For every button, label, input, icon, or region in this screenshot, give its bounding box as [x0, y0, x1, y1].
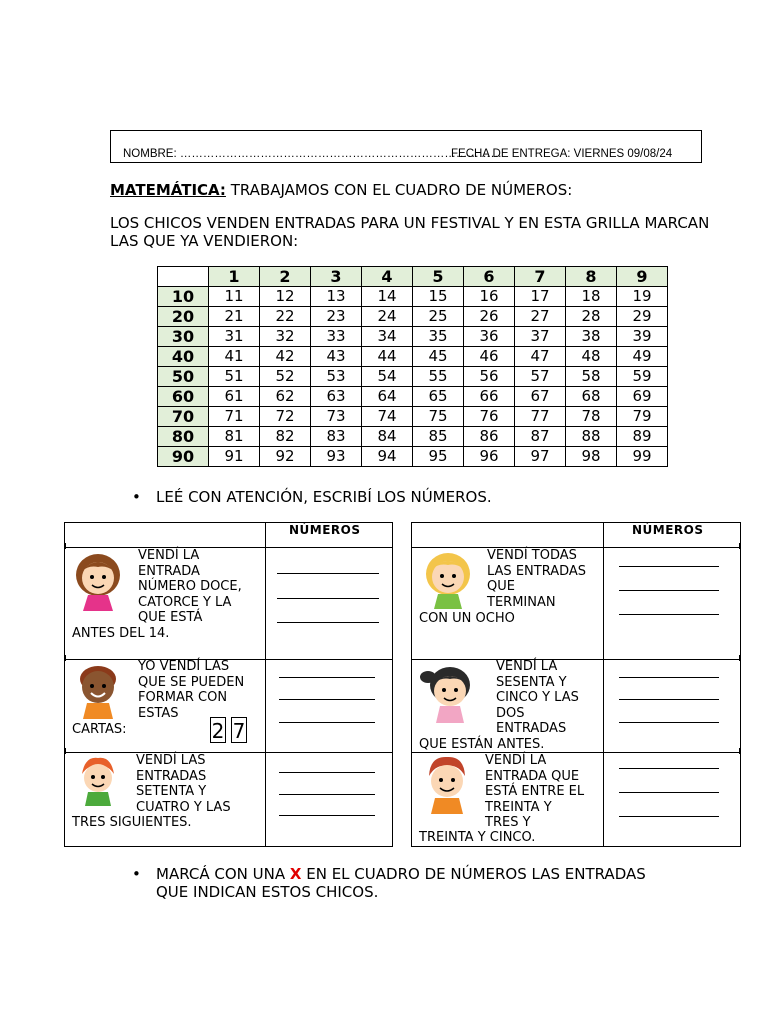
grid-cell[interactable]: 37 — [515, 327, 566, 347]
grid-row — [158, 327, 668, 347]
clue-line: ENTRADAS — [496, 721, 567, 737]
grid-cell[interactable]: 11 — [209, 287, 260, 307]
clue-tail: TREINTA Y CINCO. — [419, 830, 536, 845]
grid-cell[interactable]: 36 — [464, 327, 515, 347]
grid-row — [158, 307, 668, 327]
instruction-mark-text: MARCÁ CON UNA — [156, 865, 290, 883]
grid-cell[interactable]: 97 — [515, 447, 566, 467]
clue-line: DOS — [496, 705, 525, 721]
number-card: 2 — [211, 719, 225, 743]
clue-card-6 — [485, 753, 584, 831]
grid-cell[interactable]: 35 — [413, 327, 464, 347]
grid-cell[interactable]: 55 — [413, 367, 464, 387]
grid-cell[interactable]: 56 — [464, 367, 515, 387]
clue-line: CINCO Y LAS — [496, 690, 579, 706]
instruction-read-text: LEÉ CON ATENCIÓN, ESCRIBÍ LOS NÚMEROS. — [156, 488, 492, 506]
answer-line[interactable] — [279, 772, 375, 773]
grid-cell[interactable]: 98 — [566, 447, 617, 467]
grid-col-header: 6 — [464, 267, 515, 287]
grid-cell[interactable]: 13 — [311, 287, 362, 307]
grid-cell[interactable]: 94 — [362, 447, 413, 467]
clue-line: ENTRADAS — [136, 768, 207, 784]
grid-cell[interactable]: 34 — [362, 327, 413, 347]
subject-line — [110, 181, 572, 199]
grid-cell[interactable]: 15 — [413, 287, 464, 307]
left-exercise-panel — [64, 522, 393, 847]
grid-cell[interactable]: 49 — [617, 347, 668, 367]
grid-row-header: 90 — [158, 447, 209, 467]
grid-row — [158, 447, 668, 467]
grid-cell[interactable]: 65 — [413, 387, 464, 407]
grid-cell[interactable]: 93 — [311, 447, 362, 467]
grid-cell[interactable]: 92 — [260, 447, 311, 467]
grid-cell[interactable]: 54 — [362, 367, 413, 387]
clue-line: ENTRADA QUE — [485, 768, 580, 784]
bullet-dot: • — [132, 865, 141, 883]
grid-cell[interactable]: 58 — [566, 367, 617, 387]
subject-description: TRABAJAMOS CON EL CUADRO DE NÚMEROS: — [225, 181, 573, 199]
number-grid — [157, 266, 668, 467]
grid-cell[interactable]: 31 — [209, 327, 260, 347]
grid-cell[interactable]: 72 — [260, 407, 311, 427]
grid-row — [158, 407, 668, 427]
clue-line: TERMINAN — [487, 594, 556, 610]
clue-line: CUATRO Y LAS — [136, 799, 231, 815]
instruction-read — [132, 488, 492, 506]
girl-blonde-hair-icon — [420, 549, 476, 611]
answer-line[interactable] — [277, 598, 379, 599]
grid-cell[interactable]: 76 — [464, 407, 515, 427]
grid-row — [158, 387, 668, 407]
clue-line: QUE — [487, 579, 515, 595]
clue-tail: TRES SIGUIENTES. — [72, 815, 192, 830]
grid-cell[interactable]: 74 — [362, 407, 413, 427]
answer-line[interactable] — [619, 566, 719, 567]
name-field-label[interactable]: NOMBRE: ………………………………………………………………………… — [123, 148, 502, 160]
grid-cell[interactable]: 95 — [413, 447, 464, 467]
grid-cell[interactable]: 82 — [260, 427, 311, 447]
grid-cell[interactable]: 25 — [413, 307, 464, 327]
clue-line: FORMAR CON — [138, 690, 228, 706]
clue-line: QUE SE PUEDEN — [138, 674, 245, 690]
grid-cell[interactable]: 38 — [566, 327, 617, 347]
clue-card-2 — [138, 659, 244, 721]
grid-cell[interactable]: 42 — [260, 347, 311, 367]
due-date-label: FECHA DE ENTREGA: VIERNES 09/08/24 — [451, 148, 673, 160]
grid-cell[interactable]: 88 — [566, 427, 617, 447]
intro-paragraph: LOS CHICOS VENDEN ENTRADAS PARA UN FESTIVAL Y EN ESTA GRILLA MARCAN LAS QUE YA VENDIERON: — [110, 214, 710, 250]
grid-cell[interactable]: 32 — [260, 327, 311, 347]
grid-row-header: 80 — [158, 427, 209, 447]
grid-cell[interactable]: 87 — [515, 427, 566, 447]
grid-row-header: 10 — [158, 287, 209, 307]
grid-row — [158, 367, 668, 387]
grid-cell[interactable]: 83 — [311, 427, 362, 447]
red-x-mark: X — [289, 865, 302, 883]
answer-line[interactable] — [279, 722, 375, 723]
clue-tail: CON UN OCHO — [419, 611, 515, 626]
grid-cell[interactable]: 46 — [464, 347, 515, 367]
number-card: 7 — [232, 719, 246, 743]
grid-cell[interactable]: 57 — [515, 367, 566, 387]
grid-cell[interactable]: 84 — [362, 427, 413, 447]
clue-line: VENDÍ LA — [485, 753, 547, 768]
grid-row-header: 40 — [158, 347, 209, 367]
grid-cell[interactable]: 39 — [617, 327, 668, 347]
grid-row-header: 20 — [158, 307, 209, 327]
grid-row-header: 60 — [158, 387, 209, 407]
girl-brown-hair-icon — [71, 551, 123, 613]
grid-col-header: 5 — [413, 267, 464, 287]
clue-line: VENDÍ LAS — [136, 753, 206, 768]
grid-row-header: 70 — [158, 407, 209, 427]
grid-cell[interactable]: 59 — [617, 367, 668, 387]
grid-cell[interactable]: 63 — [311, 387, 362, 407]
grid-col-header: 8 — [566, 267, 617, 287]
clue-line: NÚMERO DOCE, — [138, 579, 242, 595]
clue-line: VENDÍ TODAS — [487, 548, 577, 563]
grid-row-header: 50 — [158, 367, 209, 387]
grid-cell[interactable]: 45 — [413, 347, 464, 367]
instruction-mark — [132, 865, 716, 901]
answer-line[interactable] — [619, 590, 719, 591]
student-header-box — [110, 130, 702, 163]
grid-cell[interactable]: 43 — [311, 347, 362, 367]
answer-line[interactable] — [619, 792, 719, 793]
answer-line[interactable] — [279, 677, 375, 678]
grid-cell[interactable]: 23 — [311, 307, 362, 327]
answer-line[interactable] — [279, 794, 375, 795]
answer-line[interactable] — [277, 573, 379, 574]
clue-line: QUE ESTÁ — [138, 610, 203, 626]
clue-line: ESTÁ ENTRE EL — [485, 784, 585, 800]
clue-line: CATORCE Y LA — [138, 594, 232, 610]
grid-col-header: 9 — [617, 267, 668, 287]
grid-cell[interactable]: 86 — [464, 427, 515, 447]
numbers-column-header: NÚMEROS — [289, 523, 361, 537]
clue-line: ESTAS — [138, 705, 179, 721]
grid-cell[interactable]: 91 — [209, 447, 260, 467]
grid-cell[interactable]: 16 — [464, 287, 515, 307]
clue-line: TRES Y — [485, 815, 531, 831]
grid-cell[interactable]: 85 — [413, 427, 464, 447]
grid-row — [158, 427, 668, 447]
clue-card-1 — [138, 548, 242, 626]
answer-line[interactable] — [277, 622, 379, 623]
grid-cell[interactable]: 17 — [515, 287, 566, 307]
grid-cell[interactable]: 44 — [362, 347, 413, 367]
grid-cell[interactable]: 64 — [362, 387, 413, 407]
right-exercise-panel — [411, 522, 741, 847]
grid-corner-cell — [158, 267, 209, 287]
grid-cell[interactable]: 12 — [260, 287, 311, 307]
grid-cell[interactable]: 53 — [311, 367, 362, 387]
instruction-mark-line2: QUE INDICAN ESTOS CHICOS. — [156, 883, 379, 901]
grid-cell[interactable]: 41 — [209, 347, 260, 367]
instruction-mark-text-cont: EN EL CUADRO DE NÚMEROS LAS ENTRADAS — [301, 865, 646, 883]
clue-line: TREINTA Y — [485, 799, 552, 815]
grid-col-header: 3 — [311, 267, 362, 287]
grid-cell[interactable]: 61 — [209, 387, 260, 407]
numbers-column-header: NÚMEROS — [632, 523, 704, 537]
grid-cell[interactable]: 96 — [464, 447, 515, 467]
clue-card-5 — [496, 659, 579, 737]
grid-cell[interactable]: 66 — [464, 387, 515, 407]
grid-cell[interactable]: 67 — [515, 387, 566, 407]
grid-cell[interactable]: 73 — [311, 407, 362, 427]
grid-cell[interactable]: 68 — [566, 387, 617, 407]
grid-cell[interactable]: 62 — [260, 387, 311, 407]
grid-cell[interactable]: 79 — [617, 407, 668, 427]
grid-cell[interactable]: 47 — [515, 347, 566, 367]
grid-cell[interactable]: 77 — [515, 407, 566, 427]
boy-dark-skin-icon — [73, 661, 123, 721]
grid-cell[interactable]: 48 — [566, 347, 617, 367]
grid-col-header: 1 — [209, 267, 260, 287]
grid-cell[interactable]: 19 — [617, 287, 668, 307]
clue-card-4 — [487, 548, 586, 610]
clue-line: ENTRADA — [138, 563, 200, 579]
grid-cell[interactable]: 69 — [617, 387, 668, 407]
answer-line[interactable] — [619, 722, 719, 723]
grid-cell[interactable]: 51 — [209, 367, 260, 387]
boy-auburn-hair-icon — [420, 754, 474, 816]
grid-cell[interactable]: 22 — [260, 307, 311, 327]
grid-cell[interactable]: 81 — [209, 427, 260, 447]
clue-tail: CARTAS: — [72, 722, 127, 737]
clue-line: YO VENDÍ LAS — [138, 659, 230, 674]
answer-line[interactable] — [279, 815, 375, 816]
grid-row — [158, 287, 668, 307]
clue-line: VENDÍ LA — [496, 659, 558, 674]
grid-cell[interactable]: 29 — [617, 307, 668, 327]
grid-cell[interactable]: 14 — [362, 287, 413, 307]
boy-red-hair-icon — [73, 754, 123, 808]
grid-cell[interactable]: 78 — [566, 407, 617, 427]
grid-cell[interactable]: 99 — [617, 447, 668, 467]
grid-cell[interactable]: 33 — [311, 327, 362, 347]
subject-title: MATEMÁTICA: — [110, 181, 226, 199]
clue-card-3 — [136, 753, 231, 815]
answer-line[interactable] — [619, 699, 719, 700]
grid-col-header: 2 — [260, 267, 311, 287]
answer-line[interactable] — [619, 816, 719, 817]
grid-header-row — [158, 267, 668, 287]
grid-col-header: 4 — [362, 267, 413, 287]
clue-tail: QUE ESTÁN ANTES. — [419, 737, 545, 752]
grid-col-header: 7 — [515, 267, 566, 287]
answer-line[interactable] — [619, 677, 719, 678]
grid-cell[interactable]: 24 — [362, 307, 413, 327]
clue-line: SETENTA Y — [136, 784, 207, 800]
grid-cell[interactable]: 27 — [515, 307, 566, 327]
grid-cell[interactable]: 75 — [413, 407, 464, 427]
grid-cell[interactable]: 89 — [617, 427, 668, 447]
clue-tail: ANTES DEL 14. — [72, 626, 170, 641]
answer-line[interactable] — [279, 699, 375, 700]
grid-cell[interactable]: 71 — [209, 407, 260, 427]
bullet-dot: • — [132, 488, 141, 506]
grid-row-header: 30 — [158, 327, 209, 347]
girl-ponytail-icon — [418, 661, 478, 725]
grid-cell[interactable]: 26 — [464, 307, 515, 327]
answer-line[interactable] — [619, 614, 719, 615]
grid-row — [158, 347, 668, 367]
grid-cell[interactable]: 28 — [566, 307, 617, 327]
clue-line: VENDÍ LA — [138, 548, 200, 563]
grid-cell[interactable]: 21 — [209, 307, 260, 327]
answer-line[interactable] — [619, 768, 719, 769]
clue-line: LAS ENTRADAS — [487, 563, 587, 579]
grid-cell[interactable]: 52 — [260, 367, 311, 387]
grid-cell[interactable]: 18 — [566, 287, 617, 307]
clue-line: SESENTA Y — [496, 674, 567, 690]
